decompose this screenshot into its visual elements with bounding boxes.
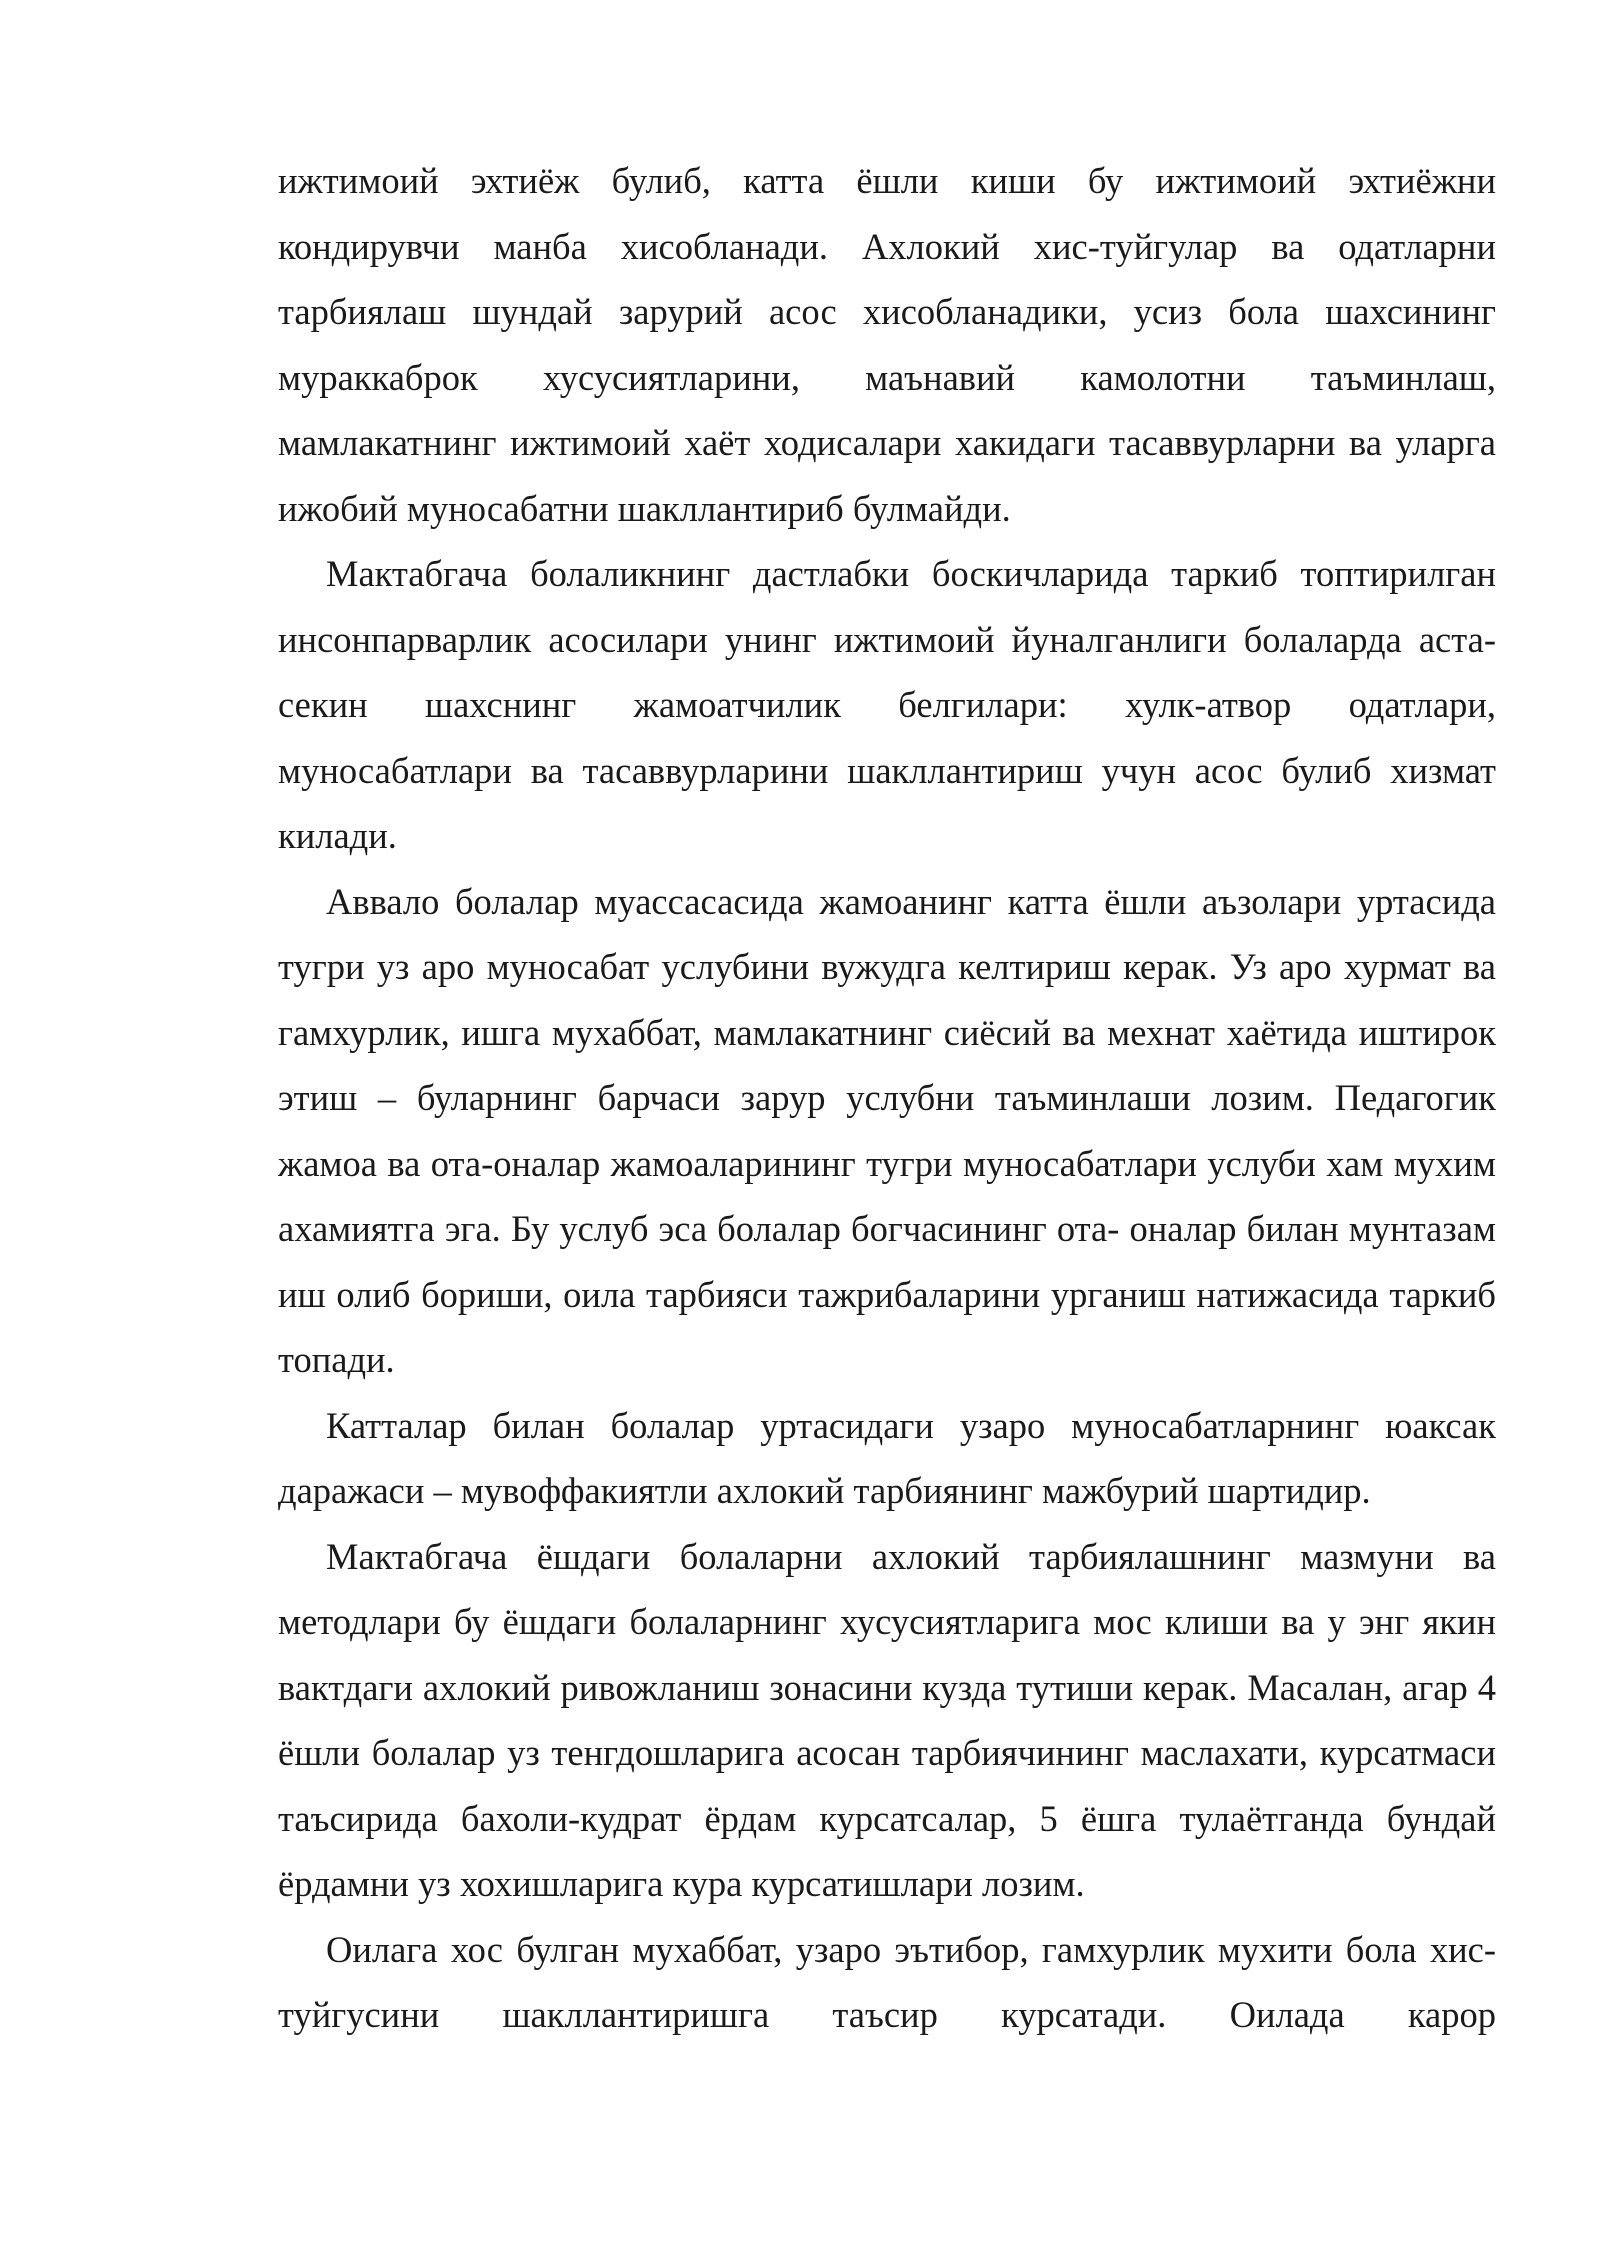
text-line: мураккаброк хусусиятларини, маънавий камолотни таъминлаш,	[278, 356, 1496, 398]
text-line: гамхурлик, ишга мухаббат, мамлакатнинг сиёсий ва мехнат хаётида	[278, 1011, 1347, 1053]
text-line: даражаси – мувоффакиятли ахлокий тарбиянинг мажбурий шартидир.	[278, 1470, 1371, 1511]
text-line: тулаётганда бундай ёрдамни уз хохишларига кура курсатишлари лозим.	[278, 1797, 1496, 1904]
text-line: тугри уз аро муносабат услубини вужудга келтириш керак. Уз аро хурмат ва	[278, 946, 1496, 987]
text-line: услуби хам мухим ахамиятга эга. Бу услуб эса болалар богчасининг ота-	[278, 1142, 1496, 1249]
text-line: ижтимоий эхтиёж булиб, катта ёшли киши бу ижтимоий эхтиёжни	[278, 160, 1496, 201]
text-line: килади.	[278, 815, 397, 856]
paragraph-4	[278, 1393, 1496, 1524]
text-line: иштирок этиш – буларнинг барчаси зарур услубни таъминлаши лозим.	[278, 1011, 1496, 1118]
text-line: Оилага хос булган мухаббат, узаро эътибор, гамхурлик мухити бола хис-	[326, 1928, 1496, 1970]
text-line: 4 ёшли болалар уз тенгдошларига асосан тарбиячининг маслахати,	[278, 1666, 1497, 1773]
document-page	[278, 148, 1496, 2048]
text-line: Катталар билан болалар уртасидаги узаро муносабатларнинг юаксак	[326, 1404, 1496, 1446]
text-line: уларга ижобий муносабатни шакллантириб булмайди.	[278, 422, 1496, 529]
paragraph-6	[278, 1917, 1496, 2048]
text-line: урганиш натижасида таркиб топади.	[278, 1273, 1496, 1380]
text-line: секин шахснинг жамоатчилик белгилари: хулк-атвор одатлари,	[278, 684, 1496, 725]
text-line: оналар билан мунтазам иш олиб бориши, оила тарбияси тажрибаларини	[278, 1208, 1497, 1315]
paragraph-2	[278, 541, 1496, 869]
paragraph-3	[278, 869, 1496, 1393]
text-line: мамлакатнинг ижтимоий хаёт ходисалари хакидаги тасаввурларни ва	[278, 422, 1382, 463]
text-line: Педагогик жамоа ва ота-оналар жамоаларининг тугри муносабатлари	[278, 1077, 1496, 1184]
text-line: курсатмаси таъсирида бахоли-кудрат ёрдам курсатсалар, 5 ёшга	[278, 1732, 1496, 1839]
text-line: кондирувчи манба хисобланади. Ахлокий хис-туйгулар ва одатларни	[278, 225, 1496, 267]
text-line: Мактабгача болаликнинг дастлабки боскичларида таркиб топтирилган	[326, 553, 1496, 594]
paragraph-5	[278, 1524, 1496, 1917]
paragraph-1	[278, 148, 1496, 541]
text-line: инсонпарварлик асосилари унинг ижтимоий йуналганлиги болаларда аста-	[278, 618, 1496, 660]
text-line: Аввало болалар муассасасида жамоанинг катта ёшли аъзолари уртасида	[326, 880, 1496, 922]
text-line: вактдаги ахлокий ривожланиш зонасини кузда тутиши керак. Масалан, агар	[278, 1666, 1468, 1708]
text-line: Мактабгача ёшдаги болаларни ахлокий тарбиялашнинг мазмуни ва	[326, 1535, 1496, 1577]
text-line: тарбиялаш шундай зарурий асос хисобланадики, усиз бола шахсининг	[278, 291, 1496, 332]
text-line: методлари бу ёшдаги болаларнинг хусусиятларига мос клиши ва у энг якин	[278, 1601, 1496, 1642]
text-line: муносабатлари ва тасаввурларини шакллантириш учун асос булиб хизмат	[278, 749, 1496, 791]
text-line: туйгусини шакллантиришга таъсир курсатади. Оилада карор	[278, 1994, 1496, 2035]
